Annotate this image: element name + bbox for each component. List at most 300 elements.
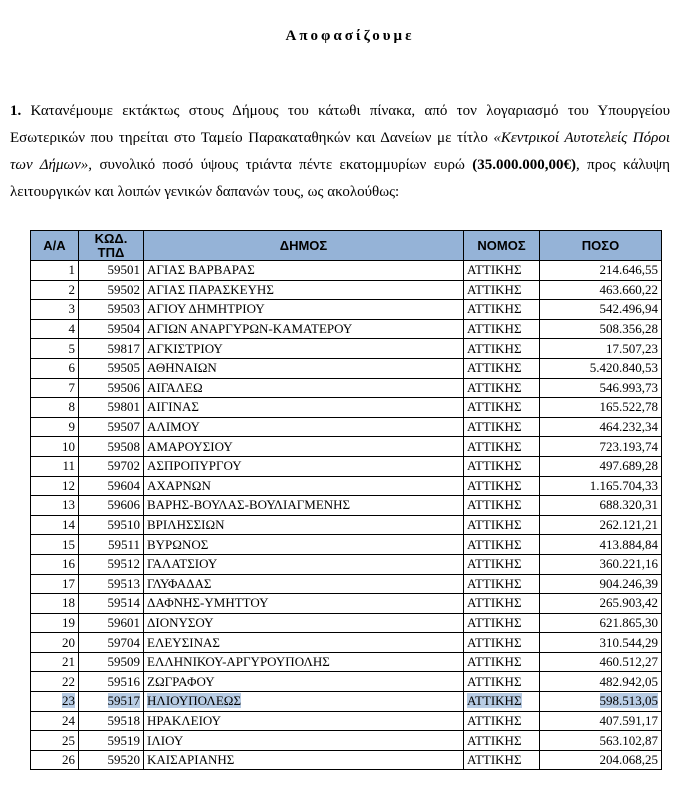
row-aa: 23 — [62, 693, 75, 709]
table-row — [31, 300, 662, 320]
row-dimos-cell — [144, 515, 464, 535]
row-poso-cell — [540, 554, 662, 574]
row-poso-cell — [540, 652, 662, 672]
row-code: 59517 — [107, 693, 140, 709]
row-poso-cell — [540, 378, 662, 398]
row-code-cell — [79, 594, 144, 614]
row-poso-cell — [540, 339, 662, 359]
row-dimos-cell — [144, 300, 464, 320]
row-nomos-cell — [464, 261, 540, 281]
row-code-cell — [79, 515, 144, 535]
header-dimos: ΔΗΜΟΣ — [144, 231, 464, 261]
row-dimos-cell — [144, 476, 464, 496]
row-code-cell — [79, 554, 144, 574]
table-row — [31, 280, 662, 300]
row-code: 59502 — [107, 281, 140, 297]
row-nomos: ΑΤΤΙΚΗΣ — [467, 536, 522, 552]
row-nomos-cell — [464, 398, 540, 418]
row-poso: 497.689,28 — [599, 458, 658, 474]
row-nomos: ΑΤΤΙΚΗΣ — [467, 360, 522, 376]
row-poso-cell — [540, 672, 662, 692]
paragraph-number: 1. — [10, 103, 22, 119]
row-code: 59509 — [107, 654, 140, 670]
row-dimos: ΑΓΙΟΥ ΔΗΜΗΤΡΙΟΥ — [147, 301, 265, 317]
row-nomos-cell — [464, 280, 540, 300]
row-poso-cell — [540, 692, 662, 712]
row-code-cell — [79, 574, 144, 594]
row-code: 59508 — [107, 438, 140, 454]
row-nomos-cell — [464, 594, 540, 614]
row-code: 59512 — [107, 556, 140, 572]
row-nomos: ΑΤΤΙΚΗΣ — [467, 752, 522, 768]
row-aa-cell — [31, 417, 79, 437]
table-row — [31, 594, 662, 614]
row-dimos-cell — [144, 574, 464, 594]
row-nomos: ΑΤΤΙΚΗΣ — [467, 419, 522, 435]
row-nomos: ΑΤΤΙΚΗΣ — [467, 614, 522, 630]
row-dimos-cell — [144, 280, 464, 300]
row-dimos: ΑΓΙΑΣ ΒΑΡΒΑΡΑΣ — [147, 262, 255, 278]
row-code: 59501 — [107, 262, 140, 278]
row-aa: 1 — [68, 262, 75, 278]
row-aa-cell — [31, 633, 79, 653]
row-poso: 688.320,31 — [599, 497, 658, 513]
row-nomos-cell — [464, 535, 540, 555]
row-nomos: ΑΤΤΙΚΗΣ — [467, 399, 522, 415]
table-row — [31, 456, 662, 476]
row-poso: 542.496,94 — [599, 301, 658, 317]
row-code: 59504 — [107, 321, 140, 337]
row-aa: 21 — [62, 654, 75, 670]
row-aa-cell — [31, 711, 79, 731]
row-aa: 12 — [62, 477, 75, 493]
row-poso: 482.942,05 — [599, 673, 658, 689]
row-poso: 214.646,55 — [599, 262, 658, 278]
row-nomos-cell — [464, 437, 540, 457]
row-nomos-cell — [464, 358, 540, 378]
table-row — [31, 672, 662, 692]
row-code-cell — [79, 652, 144, 672]
header-code — [79, 231, 144, 261]
row-code: 59507 — [107, 419, 140, 435]
account-title: «Κεντρικοί Αυτοτελείς Πόροι των Δήμων» — [10, 130, 670, 173]
row-poso-cell — [540, 280, 662, 300]
row-nomos-cell — [464, 378, 540, 398]
table-row — [31, 398, 662, 418]
row-poso-cell — [540, 456, 662, 476]
row-dimos: ΓΑΛΑΤΣΙΟΥ — [147, 556, 218, 572]
row-aa: 6 — [68, 360, 75, 376]
row-dimos-cell — [144, 633, 464, 653]
row-poso-cell — [540, 319, 662, 339]
row-aa-cell — [31, 261, 79, 281]
row-poso: 546.993,73 — [599, 379, 658, 395]
allocation-paragraph — [10, 98, 670, 206]
row-nomos: ΑΤΤΙΚΗΣ — [467, 321, 522, 337]
row-poso-cell — [540, 515, 662, 535]
row-aa: 4 — [68, 321, 75, 337]
row-nomos-cell — [464, 417, 540, 437]
row-poso: 508.356,28 — [599, 321, 658, 337]
row-aa: 3 — [68, 301, 75, 317]
table-row — [31, 515, 662, 535]
row-aa: 10 — [62, 438, 75, 454]
row-dimos: ΓΛΥΦΑΔΑΣ — [147, 575, 212, 591]
row-dimos: ΖΩΓΡΑΦΟΥ — [147, 673, 215, 689]
row-aa: 19 — [62, 614, 75, 630]
row-aa-cell — [31, 535, 79, 555]
row-code: 59506 — [107, 379, 140, 395]
row-code-cell — [79, 456, 144, 476]
row-dimos: ΕΛΕΥΣΙΝΑΣ — [147, 634, 220, 650]
row-nomos: ΑΤΤΙΚΗΣ — [467, 301, 522, 317]
row-poso: 407.591,17 — [599, 712, 658, 728]
row-poso: 204.068,25 — [599, 752, 658, 768]
row-dimos-cell — [144, 613, 464, 633]
row-dimos-cell — [144, 417, 464, 437]
row-nomos: ΑΤΤΙΚΗΣ — [467, 477, 522, 493]
table-row — [31, 633, 662, 653]
row-dimos: ΗΡΑΚΛΕΙΟΥ — [147, 712, 222, 728]
row-poso-cell — [540, 398, 662, 418]
row-aa-cell — [31, 692, 79, 712]
header-poso: ΠΟΣΟ — [540, 231, 662, 261]
row-code: 59516 — [107, 673, 140, 689]
row-code: 59511 — [107, 536, 140, 552]
table-row — [31, 574, 662, 594]
row-aa: 7 — [68, 379, 75, 395]
table-row — [31, 652, 662, 672]
row-dimos: ΗΛΙΟΥΠΟΛΕΩΣ — [147, 693, 242, 709]
row-code-cell — [79, 261, 144, 281]
row-aa: 5 — [68, 340, 75, 356]
row-dimos: ΑΓΚΙΣΤΡΙΟΥ — [147, 340, 223, 356]
row-code: 59518 — [107, 712, 140, 728]
row-code: 59817 — [107, 340, 140, 356]
row-code-cell — [79, 398, 144, 418]
row-code-cell — [79, 300, 144, 320]
row-dimos: ΚΑΙΣΑΡΙΑΝΗΣ — [147, 752, 235, 768]
row-nomos-cell — [464, 476, 540, 496]
row-code-cell — [79, 417, 144, 437]
table-row — [31, 261, 662, 281]
row-nomos: ΑΤΤΙΚΗΣ — [467, 712, 522, 728]
row-dimos-cell — [144, 358, 464, 378]
row-poso: 464.232,34 — [599, 419, 658, 435]
row-poso-cell — [540, 261, 662, 281]
table-row — [31, 378, 662, 398]
row-code: 59604 — [107, 477, 140, 493]
row-poso: 904.246,39 — [599, 575, 658, 591]
row-nomos: ΑΤΤΙΚΗΣ — [467, 556, 522, 572]
row-aa-cell — [31, 731, 79, 751]
row-code: 59606 — [107, 497, 140, 513]
row-dimos-cell — [144, 437, 464, 457]
row-dimos-cell — [144, 339, 464, 359]
row-poso: 310.544,29 — [599, 634, 658, 650]
row-poso: 1.165.704,33 — [589, 477, 658, 493]
row-poso: 360.221,16 — [599, 556, 658, 572]
row-aa-cell — [31, 594, 79, 614]
row-aa-cell — [31, 398, 79, 418]
table-row — [31, 692, 662, 712]
row-nomos-cell — [464, 633, 540, 653]
row-dimos: ΔΙΟΝΥΣΟΥ — [147, 614, 214, 630]
row-dimos: ΒΑΡΗΣ-ΒΟΥΛΑΣ-ΒΟΥΛΙΑΓΜΕΝΗΣ — [147, 497, 351, 513]
row-poso: 262.121,21 — [599, 517, 658, 533]
row-code-cell — [79, 672, 144, 692]
row-code: 59519 — [107, 732, 140, 748]
row-code-cell — [79, 613, 144, 633]
row-aa-cell — [31, 339, 79, 359]
row-poso-cell — [540, 437, 662, 457]
row-poso: 463.660,22 — [599, 281, 658, 297]
row-dimos-cell — [144, 711, 464, 731]
row-code: 59505 — [107, 360, 140, 376]
row-aa-cell — [31, 750, 79, 770]
row-poso: 165.522,78 — [599, 399, 658, 415]
row-dimos: ΑΛΙΜΟΥ — [147, 419, 200, 435]
row-nomos: ΑΤΤΙΚΗΣ — [467, 458, 522, 474]
row-dimos: ΙΛΙΟΥ — [147, 732, 184, 748]
row-nomos: ΑΤΤΙΚΗΣ — [467, 732, 522, 748]
header-nomos: ΝΟΜΟΣ — [464, 231, 540, 261]
row-code: 59702 — [107, 458, 140, 474]
total-amount: (35.000.000,00€) — [472, 157, 576, 173]
row-dimos-cell — [144, 652, 464, 672]
row-aa-cell — [31, 300, 79, 320]
row-aa-cell — [31, 358, 79, 378]
row-code-cell — [79, 280, 144, 300]
row-nomos: ΑΤΤΙΚΗΣ — [467, 595, 522, 611]
table-row — [31, 711, 662, 731]
row-nomos-cell — [464, 515, 540, 535]
table-row — [31, 613, 662, 633]
row-aa: 9 — [68, 419, 75, 435]
row-code-cell — [79, 476, 144, 496]
row-dimos: ΑΓΙΑΣ ΠΑΡΑΣΚΕΥΗΣ — [147, 281, 274, 297]
row-nomos: ΑΤΤΙΚΗΣ — [467, 634, 522, 650]
row-aa-cell — [31, 378, 79, 398]
row-nomos-cell — [464, 554, 540, 574]
row-poso-cell — [540, 711, 662, 731]
paragraph-text-a: Κατανέμουμε εκτάκτως στους Δήμους του κάτωθι πίνακα, από τον λογαριασμό του Υπουργείου Εσωτερικών που τηρείται στο Ταμείο Παρακαταθηκών και Δανείων με τίτλο — [10, 103, 670, 146]
row-nomos-cell — [464, 339, 540, 359]
row-dimos: ΑΘΗΝΑΙΩΝ — [147, 360, 217, 376]
row-poso-cell — [540, 496, 662, 516]
row-dimos: ΑΓΙΩΝ ΑΝΑΡΓΥΡΩΝ-ΚΑΜΑΤΕΡΟΥ — [147, 321, 353, 337]
row-poso: 563.102,87 — [599, 732, 658, 748]
row-code-cell — [79, 319, 144, 339]
row-dimos: ΒΡΙΛΗΣΣΙΩΝ — [147, 517, 225, 533]
row-aa: 24 — [62, 712, 75, 728]
row-code: 59510 — [107, 517, 140, 533]
document-heading: Αποφασίζουμε — [285, 28, 415, 44]
row-nomos-cell — [464, 672, 540, 692]
row-poso-cell — [540, 476, 662, 496]
row-dimos-cell — [144, 456, 464, 476]
row-poso-cell — [540, 731, 662, 751]
row-aa: 11 — [62, 458, 75, 474]
row-code-cell — [79, 692, 144, 712]
table-row — [31, 496, 662, 516]
row-dimos-cell — [144, 535, 464, 555]
row-dimos: ΑΙΓΙΝΑΣ — [147, 399, 199, 415]
header-code-line2: ΤΠΔ — [97, 244, 125, 260]
row-aa: 8 — [68, 399, 75, 415]
row-code-cell — [79, 750, 144, 770]
row-nomos: ΑΤΤΙΚΗΣ — [467, 497, 522, 513]
row-dimos-cell — [144, 398, 464, 418]
row-code-cell — [79, 437, 144, 457]
row-aa: 16 — [62, 556, 75, 572]
row-nomos-cell — [464, 496, 540, 516]
table-row — [31, 750, 662, 770]
row-dimos-cell — [144, 731, 464, 751]
row-dimos: ΑΧΑΡΝΩΝ — [147, 477, 211, 493]
row-dimos-cell — [144, 319, 464, 339]
row-aa-cell — [31, 476, 79, 496]
table-row — [31, 731, 662, 751]
paragraph-text-c: , προς κάλυψη λειτουργικών και λοιπών γενικών δαπανών τους, ως ακολούθως: — [10, 157, 670, 200]
row-aa: 18 — [62, 595, 75, 611]
row-aa-cell — [31, 456, 79, 476]
row-code-cell — [79, 633, 144, 653]
row-nomos: ΑΤΤΙΚΗΣ — [467, 673, 522, 689]
row-dimos: ΑΣΠΡΟΠΥΡΓΟΥ — [147, 458, 242, 474]
row-dimos: ΕΛΛΗΝΙΚΟΥ-ΑΡΓΥΡΟΥΠΟΛΗΣ — [147, 654, 330, 670]
table-row — [31, 339, 662, 359]
row-poso-cell — [540, 358, 662, 378]
row-dimos: ΔΑΦΝΗΣ-ΥΜΗΤΤΟΥ — [147, 595, 269, 611]
row-poso: 723.193,74 — [599, 438, 658, 454]
row-nomos: ΑΤΤΙΚΗΣ — [467, 693, 522, 709]
row-aa: 13 — [62, 497, 75, 513]
row-code-cell — [79, 358, 144, 378]
table-row — [31, 535, 662, 555]
row-code: 59801 — [107, 399, 140, 415]
row-dimos: ΒΥΡΩΝΟΣ — [147, 536, 209, 552]
row-aa-cell — [31, 574, 79, 594]
row-code: 59513 — [107, 575, 140, 591]
row-nomos-cell — [464, 574, 540, 594]
row-nomos-cell — [464, 652, 540, 672]
row-poso-cell — [540, 594, 662, 614]
row-nomos: ΑΤΤΙΚΗΣ — [467, 379, 522, 395]
row-code-cell — [79, 378, 144, 398]
row-nomos-cell — [464, 613, 540, 633]
table-row — [31, 319, 662, 339]
row-dimos-cell — [144, 554, 464, 574]
row-poso-cell — [540, 417, 662, 437]
row-nomos: ΑΤΤΙΚΗΣ — [467, 517, 522, 533]
row-nomos: ΑΤΤΙΚΗΣ — [467, 281, 522, 297]
table-row — [31, 437, 662, 457]
paragraph-text-b: , συνολικό ποσό ύψους τριάντα πέντε εκατομμυρίων ευρώ — [88, 157, 473, 173]
row-dimos-cell — [144, 378, 464, 398]
row-aa-cell — [31, 672, 79, 692]
row-poso: 5.420.840,53 — [589, 360, 658, 376]
row-nomos-cell — [464, 319, 540, 339]
row-poso-cell — [540, 300, 662, 320]
row-aa-cell — [31, 554, 79, 574]
row-aa: 15 — [62, 536, 75, 552]
row-nomos: ΑΤΤΙΚΗΣ — [467, 654, 522, 670]
row-nomos-cell — [464, 731, 540, 751]
row-nomos-cell — [464, 300, 540, 320]
row-poso: 413.884,84 — [599, 536, 658, 552]
row-nomos-cell — [464, 692, 540, 712]
row-code: 59520 — [107, 752, 140, 768]
allocation-table — [30, 230, 662, 770]
row-poso: 621.865,30 — [599, 614, 658, 630]
header-code-line1: ΚΩΔ. — [94, 230, 128, 246]
header-aa: Α/Α — [31, 231, 79, 261]
row-dimos-cell — [144, 261, 464, 281]
row-dimos: ΑΙΓΑΛΕΩ — [147, 379, 203, 395]
row-aa: 14 — [62, 517, 75, 533]
row-code: 59514 — [107, 595, 140, 611]
row-dimos-cell — [144, 672, 464, 692]
row-poso-cell — [540, 750, 662, 770]
table-row — [31, 554, 662, 574]
row-code: 59601 — [107, 614, 140, 630]
row-aa: 25 — [62, 732, 75, 748]
table-row — [31, 476, 662, 496]
row-aa-cell — [31, 319, 79, 339]
row-aa: 22 — [62, 673, 75, 689]
row-code: 59503 — [107, 301, 140, 317]
row-code-cell — [79, 496, 144, 516]
row-aa-cell — [31, 437, 79, 457]
row-code: 59704 — [107, 634, 140, 650]
row-poso-cell — [540, 535, 662, 555]
row-dimos-cell — [144, 594, 464, 614]
row-nomos: ΑΤΤΙΚΗΣ — [467, 340, 522, 356]
row-poso: 17.507,23 — [606, 340, 658, 356]
row-dimos-cell — [144, 496, 464, 516]
row-code-cell — [79, 731, 144, 751]
row-nomos: ΑΤΤΙΚΗΣ — [467, 575, 522, 591]
row-code-cell — [79, 711, 144, 731]
row-poso: 460.512,27 — [599, 654, 658, 670]
row-nomos-cell — [464, 711, 540, 731]
row-aa-cell — [31, 652, 79, 672]
row-poso: 598.513,05 — [599, 693, 658, 709]
table-row — [31, 417, 662, 437]
row-aa-cell — [31, 613, 79, 633]
row-dimos: ΑΜΑΡΟΥΣΙΟΥ — [147, 438, 233, 454]
row-aa: 26 — [62, 752, 75, 768]
row-dimos-cell — [144, 750, 464, 770]
row-aa: 17 — [62, 575, 75, 591]
table-header-row — [31, 231, 662, 261]
row-aa: 20 — [62, 634, 75, 650]
row-poso-cell — [540, 633, 662, 653]
row-aa: 2 — [68, 281, 75, 297]
row-aa-cell — [31, 515, 79, 535]
row-poso-cell — [540, 574, 662, 594]
row-poso: 265.903,42 — [599, 595, 658, 611]
row-poso-cell — [540, 613, 662, 633]
row-code-cell — [79, 339, 144, 359]
row-nomos-cell — [464, 750, 540, 770]
row-aa-cell — [31, 280, 79, 300]
row-aa-cell — [31, 496, 79, 516]
row-nomos-cell — [464, 456, 540, 476]
row-nomos: ΑΤΤΙΚΗΣ — [467, 438, 522, 454]
table-body — [31, 261, 662, 770]
